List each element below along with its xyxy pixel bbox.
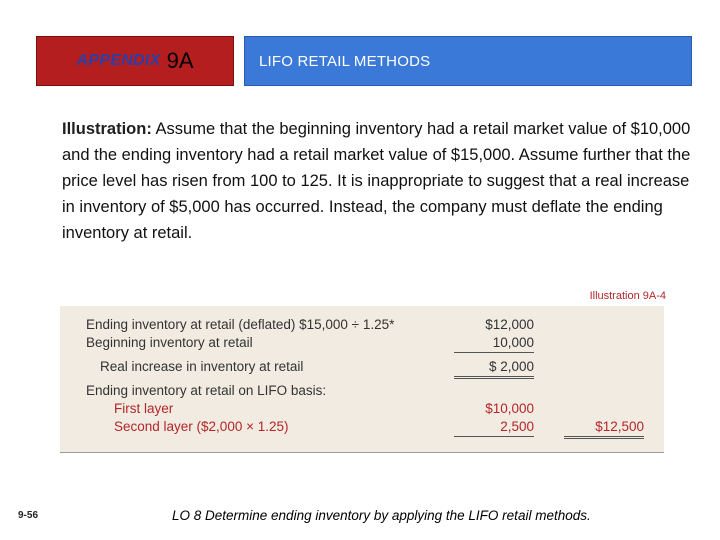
appendix-number: 9A	[166, 48, 194, 73]
row-value-col2: $12,500	[564, 418, 644, 439]
table-row	[60, 382, 664, 400]
illustration-paragraph	[62, 116, 702, 246]
appendix-word: APPENDIX	[76, 52, 161, 69]
section-title: LIFO RETAIL METHODS	[259, 52, 431, 70]
page-number: 9-56	[18, 510, 39, 521]
table-row	[60, 418, 664, 436]
lifo-retail-table	[60, 306, 664, 453]
row-label: Ending inventory at retail on LIFO basis:	[86, 383, 327, 398]
row-value-col1: $12,000	[485, 317, 534, 332]
illustration-text: Assume that the beginning inventory had a retail market value of $10,000 and the ending inventory had a retail market value of $15,000. Assume further that the price level has risen from 100 to 125. It is inappropriate to suggest that a real increase in inventory of $5,000 has occurred. Instead, the company must deflate the ending inventory at retail.	[62, 120, 691, 242]
section-title-box	[244, 36, 692, 86]
row-value-col1: 2,500	[454, 418, 534, 437]
row-label: Real increase in inventory at retail	[100, 359, 304, 374]
table-row	[60, 316, 664, 334]
table-row	[60, 358, 664, 376]
row-label: Beginning inventory at retail	[86, 335, 253, 350]
table-row	[60, 400, 664, 418]
learning-objective: LO 8 Determine ending inventory by applying the LIFO retail methods.	[172, 508, 591, 523]
row-value-col1: $ 2,000	[454, 358, 534, 379]
row-label: Ending inventory at retail (deflated) $15,000 ÷ 1.25*	[86, 317, 395, 332]
row-label: First layer	[114, 401, 174, 416]
row-label: Second layer ($2,000 × 1.25)	[114, 419, 289, 434]
table-row	[60, 334, 664, 352]
illustration-number: Illustration 9A-4	[589, 290, 666, 302]
illustration-lead: Illustration:	[62, 120, 152, 138]
appendix-header-box	[36, 36, 234, 86]
row-value-col1: 10,000	[454, 334, 534, 353]
row-value-col1: $10,000	[485, 401, 534, 416]
